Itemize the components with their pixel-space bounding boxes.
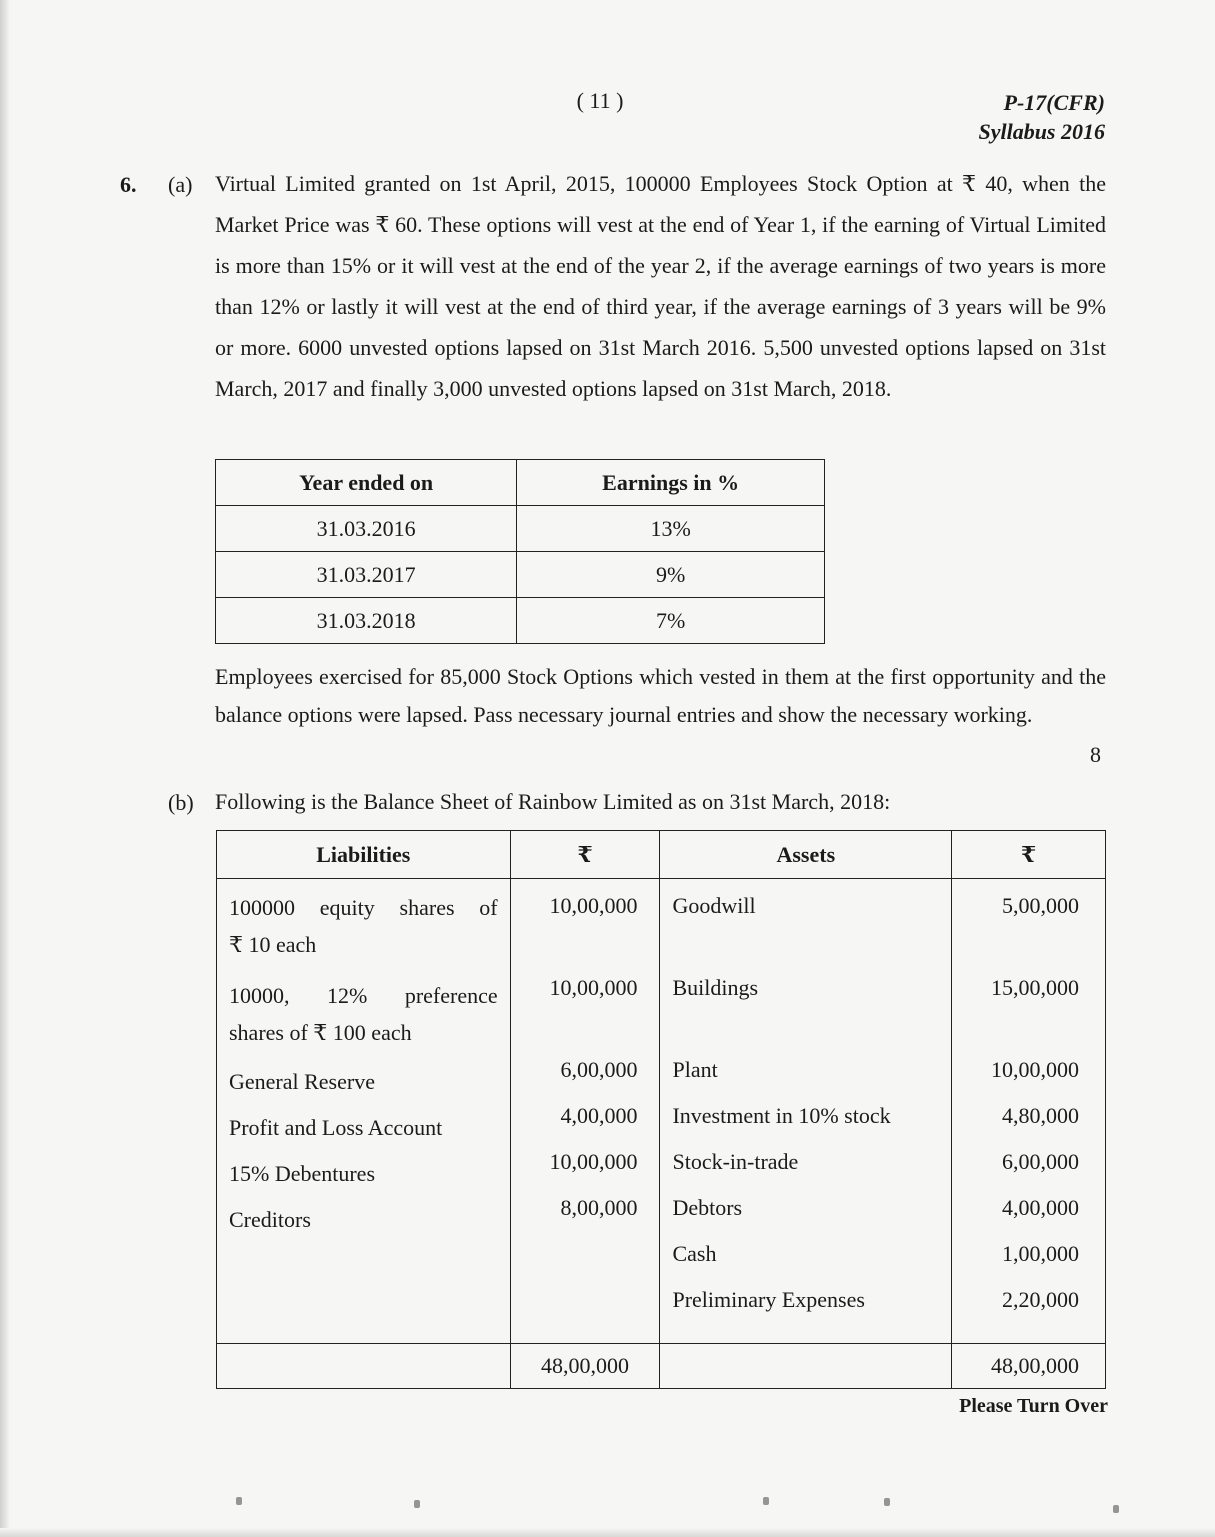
part-b-text: Following is the Balance Sheet of Rainbow Limited as on 31st March, 2018:: [215, 789, 891, 814]
total-assets: 48,00,000: [952, 1344, 1106, 1389]
header-rupee-assets: ₹: [952, 831, 1106, 879]
header-assets: Assets: [660, 831, 952, 879]
liability-name-line1: 100000 equity shares of: [229, 895, 498, 920]
scan-speck: [414, 1500, 420, 1508]
table-row: [216, 552, 825, 598]
total-blank-left: [217, 1344, 511, 1389]
page-number: ( 11 ): [576, 88, 624, 113]
balance-sheet-table: [216, 830, 1106, 1389]
balance-sheet-total-row: [217, 1344, 1106, 1389]
liability-name: 15% Debentures: [229, 1161, 376, 1186]
paper-code: P-17(CFR): [1003, 90, 1105, 115]
liability-amount: 8,00,000: [560, 1195, 638, 1220]
asset-amount: 4,80,000: [1002, 1103, 1079, 1128]
asset-name: Preliminary Expenses: [672, 1287, 865, 1312]
asset-amount: 15,00,000: [991, 975, 1079, 1000]
liability-name: Creditors: [229, 1207, 311, 1232]
asset-name: Debtors: [672, 1195, 743, 1220]
total-liabilities: 48,00,000: [510, 1344, 660, 1389]
page-edge-shadow: [0, 0, 10, 1537]
earnings-value: 7%: [517, 598, 825, 644]
earnings-header-year: Year ended on: [216, 460, 517, 506]
asset-name: Buildings: [672, 975, 759, 1000]
liability-amount: 6,00,000: [560, 1057, 638, 1082]
asset-amount: 1,00,000: [1002, 1241, 1079, 1266]
liability-item: [217, 879, 510, 971]
earnings-header-percent: Earnings in %: [517, 460, 825, 506]
liability-name-line1: 10000, 12% preference: [229, 983, 498, 1008]
assets-column: [660, 879, 952, 1344]
earnings-table-header: [216, 460, 825, 506]
earnings-value: 9%: [517, 552, 825, 598]
balance-sheet-header: [217, 831, 1106, 879]
balance-sheet-body: [217, 879, 1106, 1344]
earnings-year: 31.03.2016: [216, 506, 517, 552]
asset-name: Goodwill: [672, 893, 756, 918]
asset-amount: 5,00,000: [1002, 893, 1079, 918]
asset-name: Investment in 10% stock: [672, 1103, 891, 1128]
liability-amount: 4,00,000: [560, 1103, 638, 1128]
total-blank-right: [660, 1344, 952, 1389]
asset-amount: 10,00,000: [991, 1057, 1079, 1082]
part-a-label: (a): [168, 172, 193, 197]
asset-name: Stock-in-trade: [672, 1149, 799, 1174]
scan-speck: [236, 1497, 242, 1505]
table-row: [216, 598, 825, 644]
liabilities-column: [217, 879, 511, 1344]
asset-amount: 2,20,000: [1002, 1287, 1079, 1312]
please-turn-over: Please Turn Over: [959, 1395, 1108, 1417]
asset-name: Cash: [672, 1241, 717, 1266]
part-a-text-after: Employees exercised for 85,000 Stock Options which vested in them at the first opportunity and the balance options were lapsed. Pass necessary journal entries and show the necessary working.: [215, 664, 1106, 727]
earnings-value: 13%: [517, 506, 825, 552]
earnings-year: 31.03.2017: [216, 552, 517, 598]
liability-name-line2: ₹ 10 each: [229, 932, 317, 957]
liability-amount: 10,00,000: [549, 975, 638, 1000]
question-number: 6.: [120, 172, 137, 197]
liability-name-line2: shares of ₹ 100 each: [229, 1020, 412, 1045]
scan-speck: [763, 1497, 769, 1505]
asset-name: Plant: [672, 1057, 718, 1082]
assets-amount-column: [952, 879, 1106, 1344]
liability-name: General Reserve: [229, 1069, 375, 1094]
syllabus-label: Syllabus 2016: [978, 119, 1105, 144]
part-b-label: (b): [168, 790, 194, 815]
earnings-table: [215, 459, 825, 644]
header-liabilities: Liabilities: [217, 831, 511, 879]
liability-amount: 10,00,000: [549, 1149, 638, 1174]
liability-item: [217, 971, 510, 1059]
asset-amount: 4,00,000: [1002, 1195, 1079, 1220]
liability-amount: 10,00,000: [549, 893, 638, 918]
liabilities-amount-column: [510, 879, 660, 1344]
part-a-text: Virtual Limited granted on 1st April, 2015, 100000 Employees Stock Option at ₹ 40, when the Market Price was ₹ 60. These options will vest at the end of Year 1, if the earning of Virtual Limited is more than 15% or it will vest at the end of the year 2, if the average earnings of two years is more than 12% or lastly it will vest at the end of third year, if the average earnings of 3 years will be 9% or more. 6000 unvested options lapsed on 31st March 2016. 5,500 unvested options lapsed on 31st March, 2017 and finally 3,000 unvested options lapsed on 31st March, 2018.: [215, 171, 1106, 401]
scan-speck: [884, 1498, 890, 1506]
table-row: [216, 506, 825, 552]
page-bottom-edge: [0, 1528, 1215, 1537]
part-a-marks: 8: [1090, 742, 1101, 767]
paper-code-block: [978, 88, 1105, 146]
liability-name: Profit and Loss Account: [229, 1115, 443, 1140]
scan-speck: [1113, 1505, 1119, 1513]
earnings-year: 31.03.2018: [216, 598, 517, 644]
asset-amount: 6,00,000: [1002, 1149, 1079, 1174]
header-rupee-liab: ₹: [510, 831, 660, 879]
